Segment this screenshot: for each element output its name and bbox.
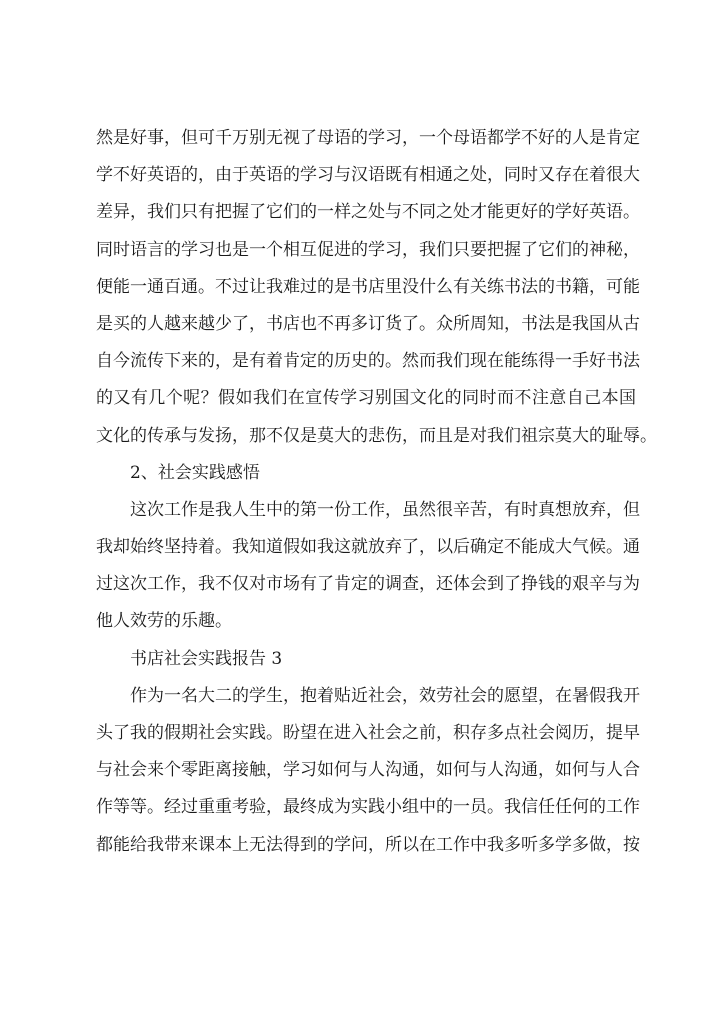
text-line: 差异，我们只有把握了它们的一样之处与不同之处才能更好的学好英语。 <box>96 202 640 223</box>
text-line: 我却始终坚持着。我知道假如我这就放弃了，以后确定不能成大气候。通 <box>96 537 640 558</box>
text-line: 的又有几个呢？假如我们在宣传学习别国文化的同时而不注意自己本国 <box>96 388 636 409</box>
text-line: 学不好英语的，由于英语的学习与汉语既有相通之处，同时又存在着很大 <box>96 165 640 186</box>
section-heading-social-practice: 2、社会实践感悟 <box>130 462 260 483</box>
text-line: 然是好事，但可千万别无视了母语的学习，一个母语都学不好的人是肯定 <box>96 128 640 148</box>
text-line: 便能一通百通。不过让我难过的是书店里没什么有关练书法的书籍，可能 <box>96 276 640 297</box>
text-line: 过这次工作，我不仅对市场有了肯定的调查，还体会到了挣钱的艰辛与为 <box>96 574 640 595</box>
paragraph-work-reflection <box>96 492 640 641</box>
text-line: 作等等。经过重重考验，最终成为实践小组中的一员。我信任任何的工作 <box>96 797 640 818</box>
paragraph-continuation <box>96 120 657 455</box>
text-line: 他人效劳的乐趣。 <box>96 611 232 632</box>
text-line: 作为一名大二的学生，抱着贴近社会，效劳社会的愿望，在暑假我开 <box>130 685 640 706</box>
text-line: 自今流传下来的，是有着肯定的历史的。然而我们现在能练得一手好书法 <box>96 351 640 372</box>
text-line: 这次工作是我人生中的第一份工作，虽然很辛苦，有时真想放弃，但 <box>130 499 640 520</box>
text-line: 同时语言的学习也是一个相互促进的学习，我们只要把握了它们的神秘， <box>96 239 640 260</box>
text-line: 都能给我带来课本上无法得到的学问，所以在工作中我多听多学多做，按 <box>96 834 640 855</box>
text-line: 头了我的假期社会实践。盼望在进入社会之前，积存多点社会阅历，提早 <box>96 723 640 743</box>
report-title: 书店社会实践报告 3 <box>130 648 283 669</box>
document-body <box>96 120 657 864</box>
text-line: 是买的人越来越少了，书店也不再多订货了。众所周知，书法是我国从古 <box>96 313 640 334</box>
paragraph-report-intro <box>96 678 640 864</box>
text-line: 与社会来个零距离接触，学习如何与人沟通，如何与人沟通，如何与人合 <box>96 760 640 781</box>
text-line: 文化的传承与发扬，那不仅是莫大的悲伤，而且是对我们祖宗莫大的耻辱。 <box>96 425 657 446</box>
